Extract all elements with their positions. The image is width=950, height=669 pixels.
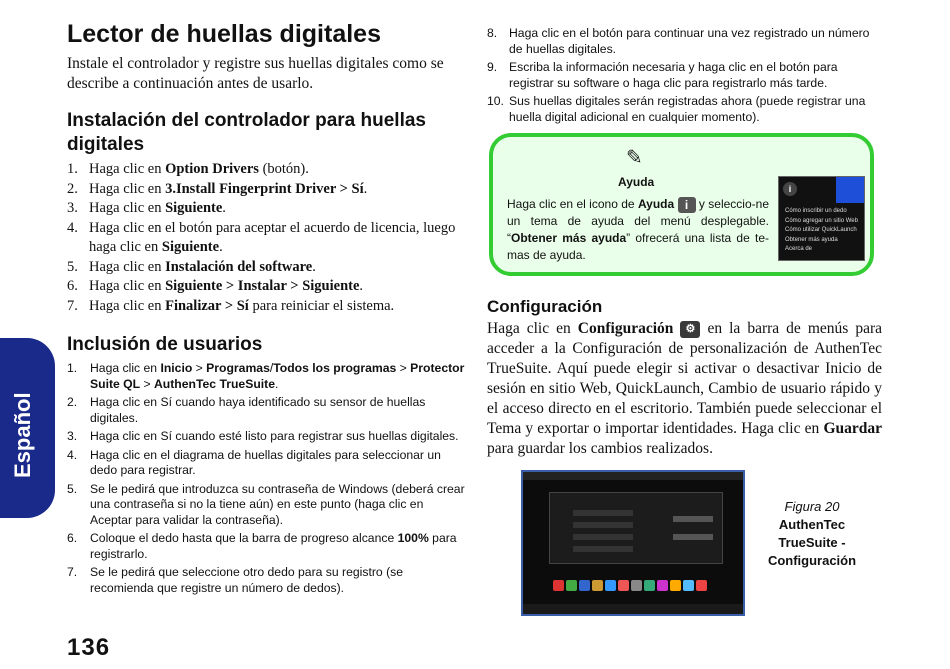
setting-button [673,534,713,540]
help-note-title: Ayuda [618,175,655,189]
list-item: 3. Haga clic en Sí cuando esté listo para registrar sus huellas digitales. [67,429,459,443]
dock-app-icon [618,580,629,591]
list-item: 1. Haga clic en Inicio > Programas/Todos los programas > Protector Suite QL > AuthenTec TrueSuite. [67,361,465,391]
page-number: 136 [67,634,111,661]
dock-app-icon [592,580,603,591]
dock-app-icon [605,580,616,591]
help-note-text: Haga clic en el icono de Ayuda i y seleccio-ne un tema de ayuda del menú desplegable. “Obtener más ayuda” ofrecerá una lista de te-mas de ayuda. [507,197,769,262]
list-item: 7. Se le pedirá que seleccione otro dedo para su registro (se recomienda que registre un número de dedos). [67,565,404,595]
menu-item: Acerca de [785,246,813,252]
settings-icon: ⚙ [680,321,700,338]
list-item: 4. Haga clic en el botón para aceptar el acuerdo de licencia, luego haga clic en Siguiente. [67,219,456,255]
list-item: 7. Haga clic en Finalizar > Sí para reiniciar el sistema. [67,297,395,314]
menu-item: Cómo agregar un sitio Web [785,217,858,224]
pencil-icon: ✎ [626,145,643,169]
list-item: 9. Escriba la información necesaria y haga clic en el botón para registrar su software o haga clic para registrarlo más tarde. [487,60,838,90]
setting-row [573,522,633,528]
setting-row [573,546,633,552]
dock-app-icon [566,580,577,591]
list-item: 2. Haga clic en 3.Install Fingerprint Driver > Sí. [67,180,368,197]
list-item: 5. Haga clic en Instalación del software. [67,258,316,275]
dock-app-icon [657,580,668,591]
menu-item: Cómo inscribir un dedo [785,208,847,214]
dock-app-icon [579,580,590,591]
list-item: 4. Haga clic en el diagrama de huellas digitales para seleccionar un dedo para registrar. [67,447,441,477]
page-title: Lector de huellas digitales [67,20,381,48]
users-heading: Inclusión de usuarios [67,334,263,355]
language-tab-label: Español [10,392,35,478]
figure-title-line: TrueSuite - [778,535,846,550]
list-item: 5. Se le pedirá que introduzca su contraseña de Windows (deberá crear una contraseña si no la tiene aún) en este punto (haga clic en Aceptar para validar la contraseña). [67,481,465,527]
list-item: 6. Coloque el dedo hasta que la barra de progreso alcance 100% para registrarlo. [67,531,457,561]
config-heading: Configuración [487,297,603,316]
figure-caption [757,498,867,570]
setting-button [673,516,713,522]
window-statusbar [523,604,743,614]
setting-row [573,510,633,516]
continued-steps-list [487,26,882,128]
intro-paragraph: Instale el controlador y registre sus huellas digitales como se describe a continuación antes de usarlo. [67,55,444,92]
install-steps-list [67,160,467,316]
dock-app-icon [631,580,642,591]
figure-title-line: Configuración [767,553,857,568]
help-info-icon: i [783,182,797,196]
setting-row [573,534,633,540]
help-dropdown-menu [785,207,858,255]
settings-panel [549,492,723,564]
dock-app-icon [696,580,707,591]
info-icon: i [678,197,696,213]
figure-title-line: AuthenTec [778,517,846,532]
figure-label: Figura 20 [784,499,840,514]
quicklaunch-dock [553,578,713,596]
install-heading: Instalación del controlador para huellas digitales [67,110,426,155]
dock-app-icon [683,580,694,591]
truesuite-settings-screenshot [521,470,745,616]
list-item: 1. Haga clic en Option Drivers (botón). [67,161,309,177]
users-steps-list [67,361,467,599]
menu-item: Cómo utilizar QuickLaunch [785,227,857,233]
list-item: 2. Haga clic en Sí cuando haya identificado su sensor de huellas digitales. [67,395,426,425]
help-menu-screenshot [778,176,865,261]
menu-item: Obtener más ayuda [785,236,838,243]
dock-app-icon [670,580,681,591]
dock-app-icon [644,580,655,591]
list-item: 3. Haga clic en Siguiente. [67,200,226,216]
config-paragraph: Haga clic en Configuración ⚙ en la barra de menús para acceder a la Configuración de personalización de AuthenTec TrueSuite. Aquí puede elegir si activar o desactivar Inicio de sesión en sitio Web, QuickLaunch, Cambio de usuario rápido y el acceso directo en el escritorio. También puede seleccionar el Tema y exportar o importar identidades. Haga clic en Guardar para guardar los cambios realizados. [487,320,883,457]
list-item: 10. Sus huellas digitales serán registradas ahora (puede registrar una huella digital adicional en cualquier momento). [487,94,866,124]
window-accent [836,177,864,203]
window-titlebar [523,472,743,480]
dock-app-icon [553,580,564,591]
list-item: 8. Haga clic en el botón para continuar una vez registrado un número de huellas digitales. [487,26,870,56]
list-item: 6. Haga clic en Siguiente > Instalar > Siguiente. [67,278,364,294]
